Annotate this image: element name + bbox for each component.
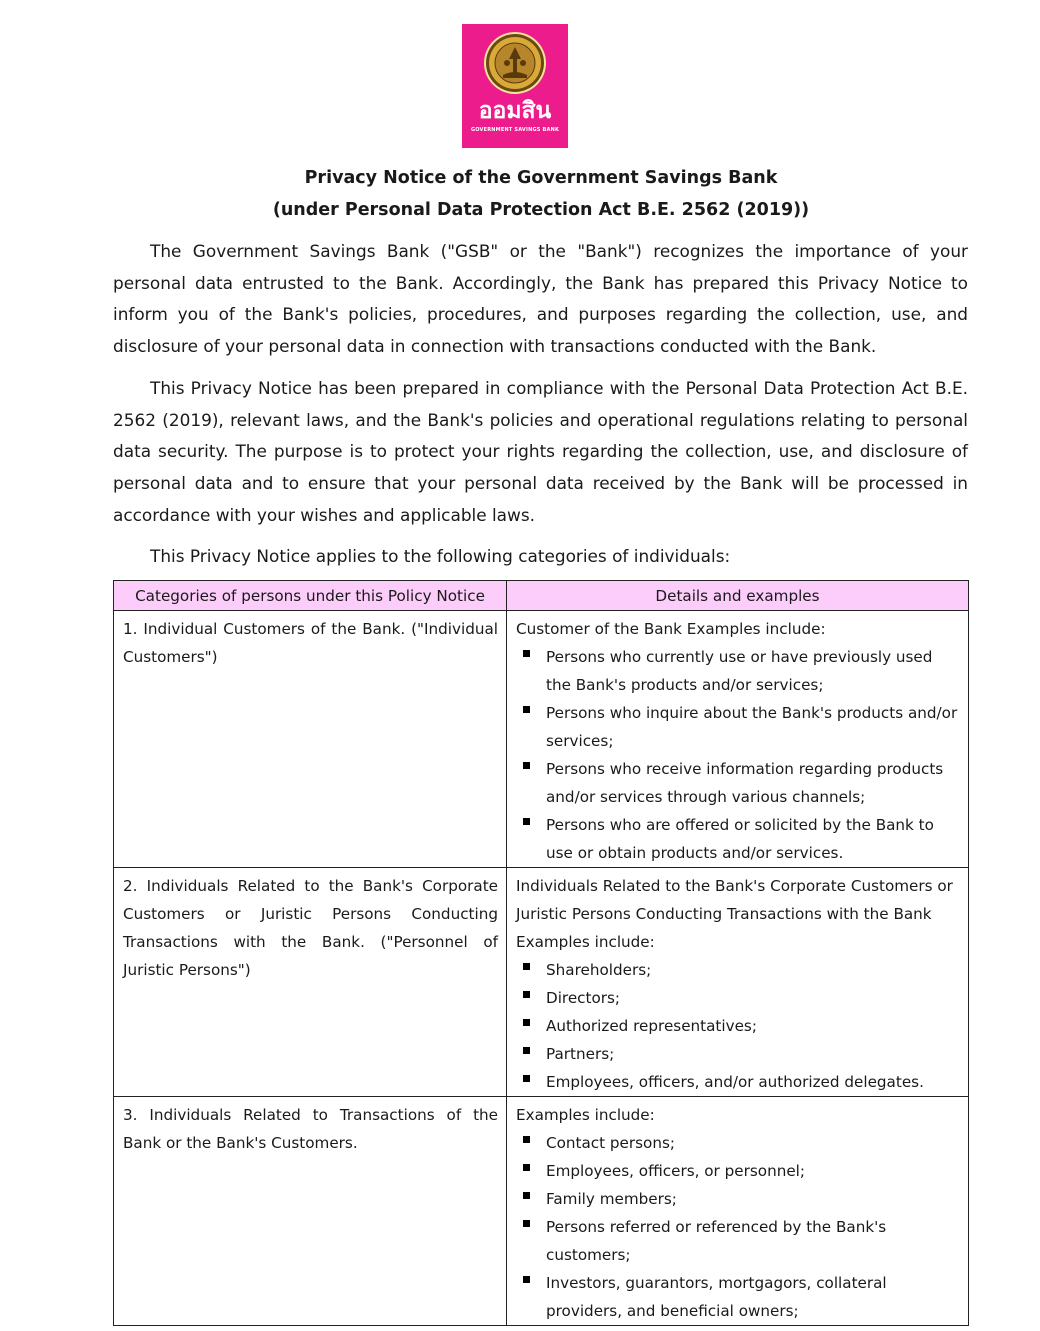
list-item: Persons who are offered or solicited by the Bank to use or obtain products and/or services.	[516, 811, 960, 867]
scope-paragraph: This Privacy Notice applies to the following categories of individuals:	[150, 546, 731, 566]
header-categories: Categories of persons under this Policy Notice	[114, 581, 507, 611]
examples-list	[516, 643, 960, 867]
category-cell: 3. Individuals Related to Transactions of the Bank or the Bank's Customers.	[114, 1097, 507, 1326]
list-item: Shareholders;	[516, 956, 960, 984]
categories-table	[113, 580, 969, 1326]
bank-seal-emblem	[483, 31, 547, 95]
list-item: Persons who inquire about the Bank's products and/or services;	[516, 699, 960, 755]
details-intro: Individuals Related to the Bank's Corporate Customers or Juristic Persons Conducting Transactions with the Bank Examples include:	[516, 877, 953, 951]
list-item: Partners;	[516, 1040, 960, 1068]
details-intro: Customer of the Bank Examples include:	[516, 620, 826, 638]
list-item: Contact persons;	[516, 1129, 960, 1157]
table-header-row	[114, 581, 969, 611]
gsb-logo	[462, 24, 568, 148]
list-item: Employees, officers, or personnel;	[516, 1157, 960, 1185]
details-cell	[507, 611, 969, 868]
intro-paragraph: The Government Savings Bank ("GSB" or the "Bank") recognizes the importance of your personal data entrusted to the Bank. Accordingly, the Bank has prepared this Privacy Notice to inform you of the Bank's policies, procedures, and purposes regarding the collection, use, and disclosure of your personal data in connection with transactions conducted with the Bank.	[113, 241, 968, 357]
examples-list	[516, 1129, 960, 1325]
examples-list	[516, 956, 960, 1096]
table-row	[114, 611, 969, 868]
list-item: Employees, officers, and/or authorized delegates.	[516, 1068, 960, 1096]
list-item: Persons referred or referenced by the Bank's customers;	[516, 1213, 960, 1269]
list-item: Persons who receive information regarding products and/or services through various channels;	[516, 755, 960, 811]
details-cell	[507, 1097, 969, 1326]
details-intro: Examples include:	[516, 1106, 655, 1124]
document-subtitle: (under Personal Data Protection Act B.E. 2562 (2019))	[272, 200, 810, 220]
document-title: Privacy Notice of the Government Savings Bank	[304, 168, 778, 188]
list-item: Family members;	[516, 1185, 960, 1213]
list-item: Investors, guarantors, mortgagors, collateral providers, and beneficial owners;	[516, 1269, 960, 1325]
compliance-paragraph: This Privacy Notice has been prepared in compliance with the Personal Data Protection Act B.E. 2562 (2019), relevant laws, and the Bank's policies and operational regulations relating to personal data security. The purpose is to protect your rights regarding the collection, use, and disclosure of personal data and to ensure that your personal data received by the Bank will be processed in accordance with your wishes and applicable laws.	[113, 378, 968, 525]
list-item: Authorized representatives;	[516, 1012, 960, 1040]
table-row	[114, 1097, 969, 1326]
details-cell	[507, 868, 969, 1097]
category-cell: 1. Individual Customers of the Bank. ("Individual Customers")	[114, 611, 507, 868]
logo-thai-wordmark: ออมสิน	[478, 98, 552, 124]
list-item: Persons who currently use or have previously used the Bank's products and/or services;	[516, 643, 960, 699]
header-details: Details and examples	[507, 581, 969, 611]
table-row	[114, 868, 969, 1097]
list-item: Directors;	[516, 984, 960, 1012]
logo-english-wordmark: GOVERNMENT SAVINGS BANK	[470, 127, 560, 133]
category-cell: 2. Individuals Related to the Bank's Corporate Customers or Juristic Persons Conducting Transactions with the Bank. ("Personnel of Juristic Persons")	[114, 868, 507, 1097]
